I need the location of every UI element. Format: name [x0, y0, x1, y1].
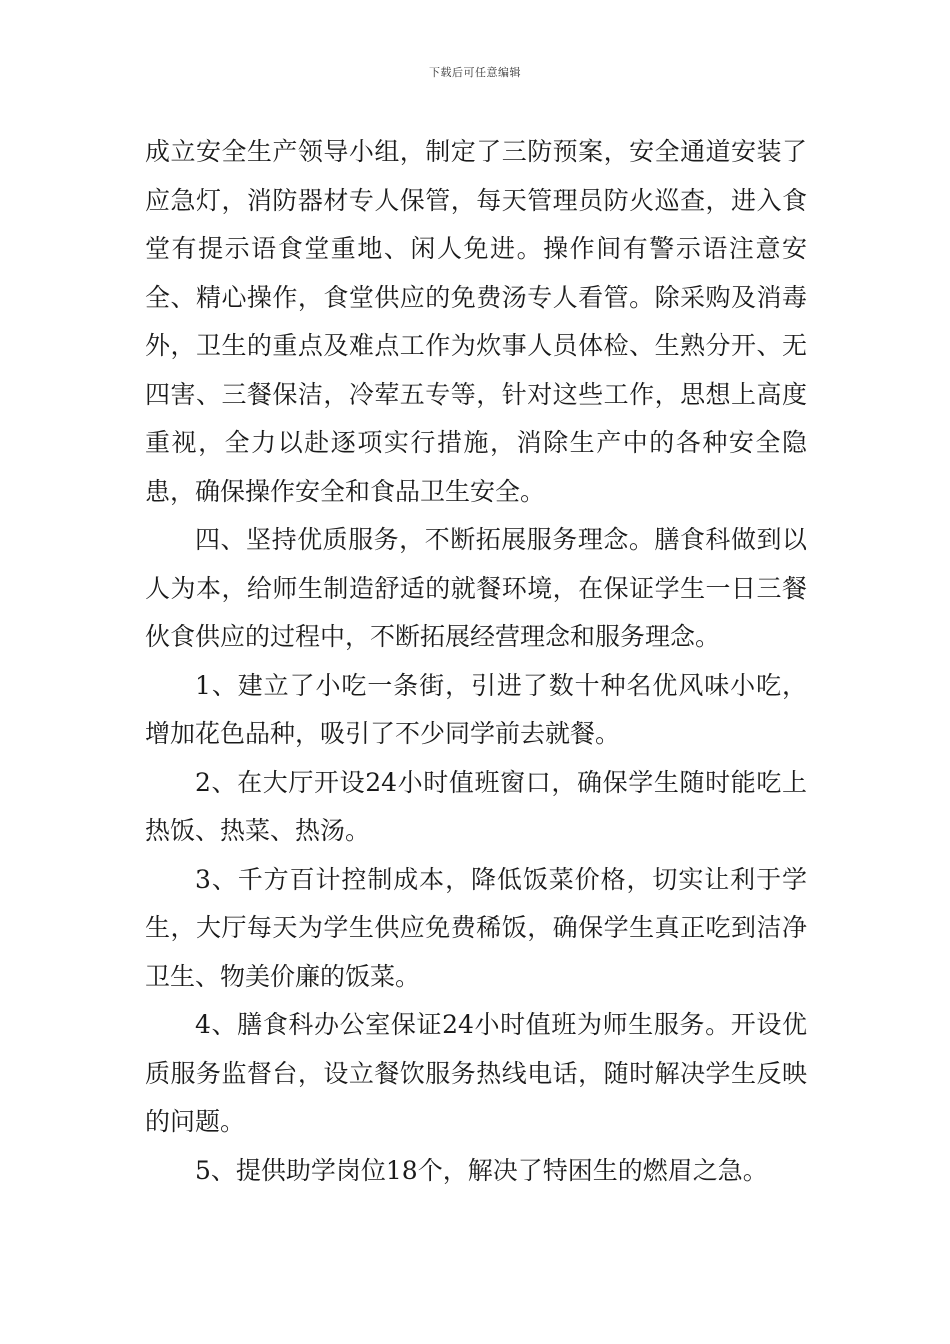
paragraph-item-1: 1、建立了小吃一条街，引进了数十种名优风味小吃，增加花色品种，吸引了不少同学前去就餐。	[145, 670, 807, 748]
page-header: 下载后可任意编辑	[429, 66, 521, 79]
paragraph-item-2: 2、在大厅开设24小时值班窗口，确保学生随时能吃上热饭、热菜、热汤。	[145, 767, 807, 845]
paragraph-item-3: 3、千方百计控制成本，降低饭菜价格，切实让利于学生，大厅每天为学生供应免费稀饭，确保学生真正吃到洁净卫生、物美价廉的饭菜。	[145, 864, 807, 991]
paragraph-item-5: 5、提供助学岗位18个，解决了特困生的燃眉之急。	[195, 1155, 768, 1185]
paragraph-item-4: 4、膳食科办公室保证24小时值班为师生服务。开设优质服务监督台，设立餐饮服务热线电话，随时解决学生反映的问题。	[145, 1010, 807, 1136]
paragraph-safety: 成立安全生产领导小组，制定了三防预案，安全通道安装了应急灯，消防器材专人保管，每天管理员防火巡查，进入食堂有提示语食堂重地、闲人免进。操作间有警示语注意安全、精心操作，食堂供应的免费汤专人看管。除采购及消毒外，卫生的重点及难点工作为炊事人员体检、生熟分开、无四害、三餐保洁，冷荤五专等，针对这些工作，思想上高度重视，全力以赴逐项实行措施，消除生产中的各种安全隐患，确保操作安全和食品卫生安全。	[145, 137, 807, 506]
document-body	[145, 128, 807, 1195]
paragraph-section-four: 四、坚持优质服务，不断拓展服务理念。膳食科做到以人为本，给师生制造舒适的就餐环境，在保证学生一日三餐伙食供应的过程中，不断拓展经营理念和服务理念。	[145, 525, 807, 651]
